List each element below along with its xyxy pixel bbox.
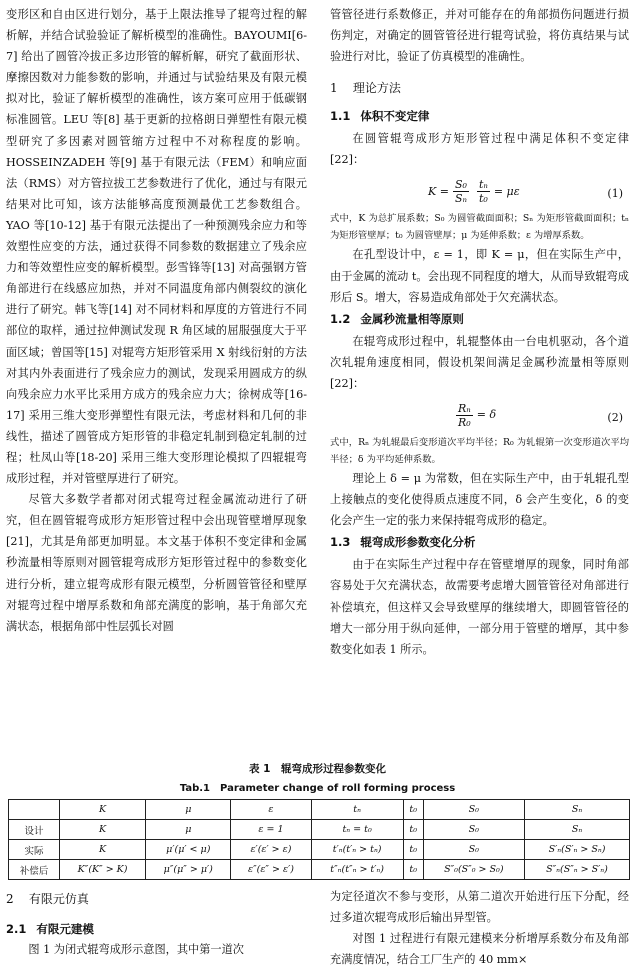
table-cell: tₙ = t₀	[311, 820, 403, 840]
subsection-1-3-heading	[330, 533, 629, 552]
paragraph-1-3: 由于在实际生产过程中存在管壁增厚的现象，同时角部容易处于欠充满状态，故需要考虑增大圆管管径对角部进行补偿填充，但这样又会导致壁厚的继续增大，即圆管管径的增大一部分用于纵向延伸，一部分用于管壁的增厚，其中参数变化如表 1 所示。	[330, 558, 629, 656]
subsection-1-3-title: 辊弯成形参数变化分析	[360, 535, 476, 550]
subsection-1-1-number: 1.1	[330, 109, 351, 124]
table-cell: S₀	[423, 820, 524, 840]
right-paragraph-1: 管管径进行系数修正，并对可能存在的角部损伤问题进行损伤判定，对确定的圆管管径进行辊弯试验，将仿真结果与试验进行对比，验证了仿真模型的准确性。	[330, 8, 629, 64]
bottom-right-paragraph-1: 为定径道次不参与变形，从第二道次开始进行压下分配，经过多道次辊弯成形后输出异型管。	[330, 890, 629, 925]
table-row	[9, 840, 630, 860]
paragraph-2-1: 图 1 为闭式辊弯成形示意图，其中第一道次	[28, 943, 244, 956]
paragraph-1-2: 在辊弯成形过程中，轧辊整体由一台电机驱动，各个道次轧辊角速度相同，假设机架间满足金属秒流量相等原则[22]：	[330, 334, 629, 390]
paragraph-1-1-b: 在孔型设计中，ε = 1，即 K = μ，但在实际生产中，由于金属的流动 t。会出现不同程度的增大，从而导致辊弯成形后 S。增大，容易造成角部处于欠充满状态。	[330, 248, 629, 304]
table-header-cell: ε	[231, 800, 311, 820]
table-cell: Sₙ	[525, 820, 630, 840]
equation-1	[330, 174, 629, 208]
table-cell: t′ₙ(t′ₙ > tₙ)	[311, 840, 403, 860]
table-title-cn: 表 1 辊弯成形过程参数变化	[249, 763, 386, 775]
table-cell: μ	[146, 820, 231, 840]
table-header-cell: μ	[146, 800, 231, 820]
bottom-right-paragraph-2: 对图 1 过程进行有限元建模来分析增厚系数分布及角部充满度情况，结合工厂生产的 40 mm×	[330, 932, 629, 967]
paragraph-1-1: 在圆管辊弯成形方矩形管过程中满足体积不变定律[22]：	[330, 132, 629, 167]
left-paragraph-1: 变形区和自由区进行划分，基于上限法推导了辊弯过程的解析解，并结合试验验证了解析模型的准确性。BAYOUMI[6-7] 给出了圆管冷拔正多边形管的解析解，研究了截面形状、摩擦因数对力能参数的影响，并通过与试验结果及有限元模拟对比，验证了解析模型的准确性，该方案可应用于低碳钢标准圆管。LEU 等[8] 基于更新的拉格朗日弹塑性有限元模型研究了多因素对圆管缩方过程中不对称程度的影响。HOSSEINZADEH 等[9] 基于有限元法（FEM）和响应面法（RMS）对方管拉拔工艺参数进行了优化，通过与有限元结果对比可知，该方法能够高度预测最优工艺参数组合。YAO 等[10-12] 基于有限元法提出了一种预测残余应力和等效塑性应变的方法，通过获得不同参数的数据建立了残余应力和等效塑性应变的解析模型。彭雪锋等[13] 对高强钢方管角部进行在线感应加热，并对不同温度角部内侧裂纹的演化进行了研究。韩飞等[14] 对不同材料和厚度的方管进行不同部位的取样，通过拉伸测试发现 R 角区域的屈服强度大于平面区域；曾国等[15] 对辊弯方矩形管采用 X 射线衍射的方法对其内外表面进行了残余应力的测试，发现采用圆成方的纵向残余应力水平比采用方成方的残余应力大；徐树成等[16-17] 采用三维大变形弹塑性有限元法，考虑材料和几何的非线性，描述了圆管成方矩形管的非稳定轧制到稳定轧制的过程；杜凤山等[18-20] 采用三维大变形理论模拟了四辊辊弯成形过程，并对管壁厚进行了研究。	[6, 8, 307, 486]
equation-2	[330, 398, 629, 432]
table-cell: μ′(μ′ < μ)	[146, 840, 231, 860]
section-2-title: 有限元仿真	[28, 892, 89, 906]
subsection-2-1-number: 2.1	[6, 922, 27, 936]
table-cell: S″ₙ(S″ₙ > S′ₙ)	[525, 860, 630, 880]
equation-1-fraction-1: $\frac{\text{S₀}}{\text{Sₙ}}$	[454, 177, 467, 205]
parameter-table	[8, 799, 630, 880]
section-1-number: 1	[330, 81, 338, 96]
subsection-1-2-heading	[330, 310, 629, 329]
table-cell: ε = 1	[231, 820, 311, 840]
section-1-heading	[330, 79, 629, 97]
table-cell: K	[60, 840, 146, 860]
paragraph-1-2-b: 理论上 δ = μ 为常数，但在实际生产中，由于轧辊孔型上接触点的变化使得质点速度不同，δ 会产生变化，δ 的变化会产生一定的张力来保持辊弯成形的稳定。	[330, 472, 629, 528]
left-paragraph-2: 尽管大多数学者都对闭式辊弯过程金属流动进行了研究，但在圆管辊弯成形方矩形管过程中会出现管壁增厚现象[21]，尤其是角部更加明显。本文基于体积不变定律和金属秒流量相等原则对圆管辊弯成形方矩形管过程中的参数变化进行分析，建立辊弯成形有限元模型，分析圆管管径和壁厚对辊弯过程中增厚系数和角部充满度的影响，基于角部欠充满状态，根据角部中性层弧长对圆	[6, 493, 307, 633]
table-cell: t₀	[403, 840, 423, 860]
table-row	[9, 860, 630, 880]
subsection-2-1-heading	[6, 920, 307, 939]
section-1-title: 理论方法	[352, 81, 401, 96]
table-header-cell: K	[60, 800, 146, 820]
subsection-1-1-title: 体积不变定律	[360, 109, 430, 124]
table-cell: ε′(ε′ > ε)	[231, 840, 311, 860]
table-header-cell: S₀	[423, 800, 524, 820]
table-cell: S′ₙ(S′ₙ > Sₙ)	[525, 840, 630, 860]
right-column	[330, 4, 629, 660]
table-cell: t₀	[403, 820, 423, 840]
table-cell: S₀	[423, 840, 524, 860]
table-cell: S″₀(S″₀ > S₀)	[423, 860, 524, 880]
equation-2-fraction: $\frac{\text{Rₙ}}{\text{R₀}}$	[458, 401, 471, 429]
table-header-row	[9, 800, 630, 820]
table-cell: 实际	[9, 840, 60, 860]
table-cell: 补偿后	[9, 860, 60, 880]
equation-1-number: (1)	[607, 187, 623, 201]
table-header-cell: Sₙ	[525, 800, 630, 820]
left-column	[6, 4, 307, 637]
table-cell: t″ₙ(t″ₙ > t′ₙ)	[311, 860, 403, 880]
equation-1-rhs: = με	[493, 184, 520, 198]
table-cell: 设计	[9, 820, 60, 840]
subsection-1-2-number: 1.2	[330, 311, 351, 326]
equation-2-rhs: = δ	[476, 408, 497, 422]
table-cell: t₀	[403, 860, 423, 880]
table-header-cell: t₀	[403, 800, 423, 820]
section-2-number: 2	[6, 892, 14, 906]
table-cell: μ″(μ″ > μ′)	[146, 860, 231, 880]
table-cell: ε″(ε″ > ε′)	[231, 860, 311, 880]
subsection-1-3-number: 1.3	[330, 535, 351, 550]
table-header-cell	[9, 800, 60, 820]
table-cell: K″(K″ > K)	[60, 860, 146, 880]
equation-1-note: 式中，K 为总扩展系数；S₀ 为圆管截面面积；Sₙ 为矩形管截面面积；tₙ 为矩形管壁厚；t₀ 为圆管壁厚；μ 为延伸系数；ε 为增厚系数。	[330, 213, 629, 242]
subsection-1-1-heading	[330, 107, 629, 126]
bottom-right-column	[330, 886, 629, 970]
table-title-en: Tab.1 Parameter change of roll forming process	[179, 783, 456, 794]
subsection-2-1-title: 有限元建模	[36, 922, 94, 936]
section-2-heading	[6, 890, 307, 908]
table-row	[9, 820, 630, 840]
bottom-left-column	[6, 890, 307, 960]
equation-1-fraction-2: $\frac{\text{tₙ}}{\text{t₀}}$	[478, 177, 488, 205]
subsection-1-2-title: 金属秒流量相等原则	[360, 311, 464, 326]
equation-2-note: 式中，Rₙ 为轧辊最后变形道次平均半径；R₀ 为轧辊第一次变形道次平均半径；δ 为平均延伸系数。	[330, 437, 629, 466]
equation-1-lhs: K =	[428, 184, 449, 198]
table-cell: K	[60, 820, 146, 840]
table-header-cell: tₙ	[311, 800, 403, 820]
equation-2-number: (2)	[607, 411, 623, 425]
